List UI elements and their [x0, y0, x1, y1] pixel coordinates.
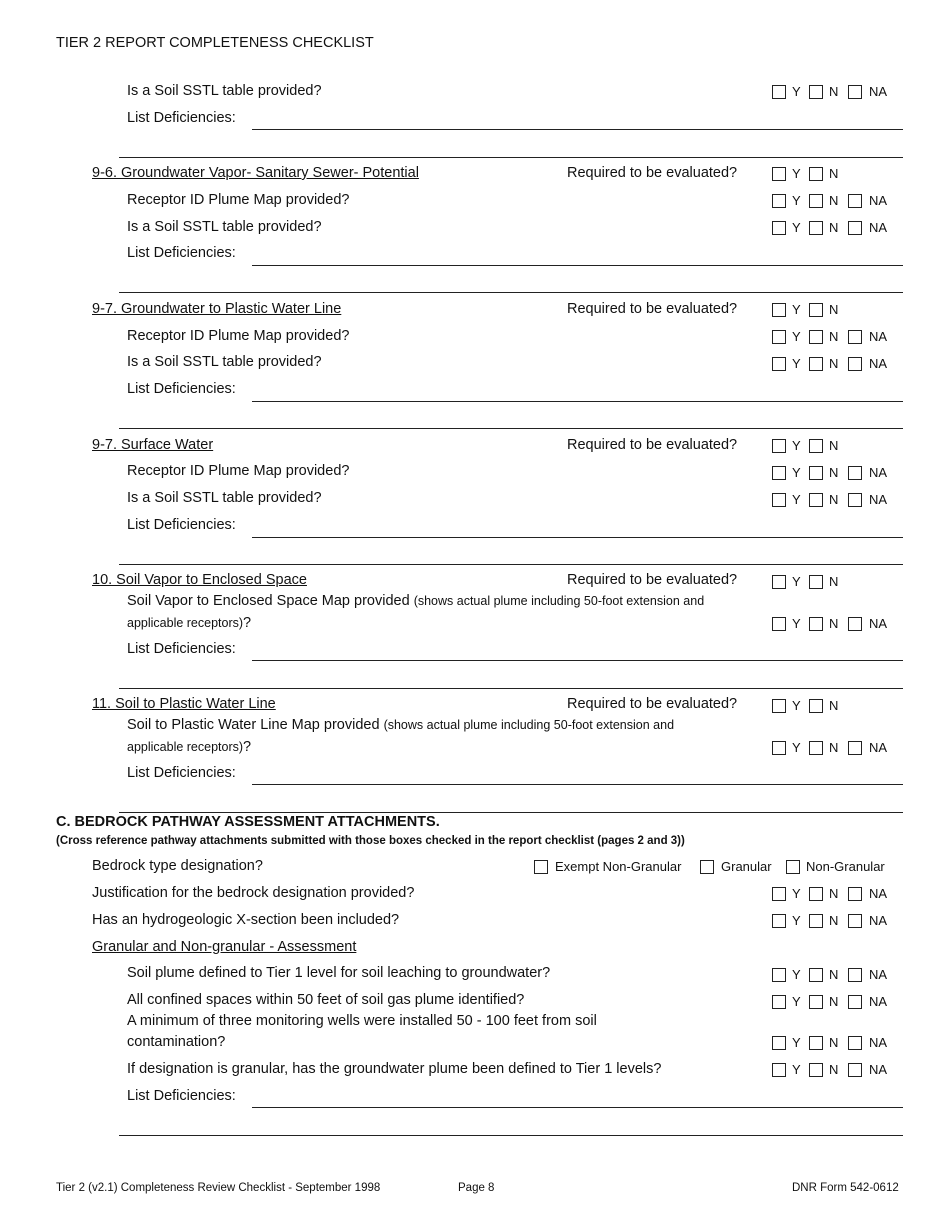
- checkbox-n[interactable]: [809, 194, 823, 208]
- question-monitoring-wells-line2: contamination?: [127, 1034, 226, 1050]
- checkbox-n[interactable]: [809, 741, 823, 755]
- checkbox-na[interactable]: [848, 221, 862, 235]
- label-y: Y: [792, 616, 801, 631]
- checkbox-na[interactable]: [848, 995, 862, 1009]
- checkbox-n[interactable]: [809, 466, 823, 480]
- required-label: Required to be evaluated?: [567, 437, 738, 453]
- question-soil-sstl: Is a Soil SSTL table provided?: [127, 490, 322, 506]
- checkbox-y[interactable]: [772, 914, 786, 928]
- label-y: Y: [792, 886, 801, 901]
- checkbox-y[interactable]: [772, 968, 786, 982]
- bedrock-subheading: (Cross reference pathway attachments submitted with those boxes checked in the report checklist (pages 2 and 3)): [56, 835, 685, 847]
- checkbox-na[interactable]: [848, 1063, 862, 1077]
- label-y: Y: [792, 302, 801, 317]
- label-y: Y: [792, 220, 801, 235]
- assessment-title: Granular and Non-granular - Assessment: [92, 939, 357, 955]
- deficiency-line[interactable]: [252, 660, 903, 661]
- checkbox-n[interactable]: [809, 995, 823, 1009]
- checkbox-n[interactable]: [809, 1063, 823, 1077]
- list-deficiencies-label: List Deficiencies:: [127, 245, 236, 261]
- section-title-9-7-surface: 9-7. Surface Water: [92, 437, 214, 453]
- question-soil-plume: Soil plume defined to Tier 1 level for soil leaching to groundwater?: [127, 965, 551, 981]
- checkbox-y[interactable]: [772, 167, 786, 181]
- label-n: N: [829, 438, 839, 453]
- checkbox-n[interactable]: [809, 167, 823, 181]
- deficiency-line[interactable]: [252, 401, 903, 402]
- checkbox-exempt-non-granular[interactable]: [534, 860, 548, 874]
- question-plastic-line-map: [127, 717, 674, 733]
- checkbox-na[interactable]: [848, 887, 862, 901]
- required-label: Required to be evaluated?: [567, 165, 738, 181]
- deficiency-line[interactable]: [252, 129, 903, 130]
- question-enclosed-space-map: [127, 593, 704, 609]
- checkbox-y[interactable]: [772, 303, 786, 317]
- label-n: N: [829, 220, 839, 235]
- checkbox-y[interactable]: [772, 1036, 786, 1050]
- label-na: NA: [869, 913, 888, 928]
- checkbox-n[interactable]: [809, 1036, 823, 1050]
- checkbox-y[interactable]: [772, 221, 786, 235]
- label-y: Y: [792, 698, 801, 713]
- section-title-10: 10. Soil Vapor to Enclosed Space: [92, 572, 307, 588]
- section-title-9-6: 9-6. Groundwater Vapor- Sanitary Sewer- Potential: [92, 165, 419, 181]
- question-bedrock-type: Bedrock type designation?: [92, 858, 263, 874]
- label-n: N: [829, 1062, 839, 1077]
- checkbox-n[interactable]: [809, 968, 823, 982]
- question-note-continued: [127, 614, 251, 632]
- deficiency-line-2[interactable]: [119, 428, 903, 429]
- question-note: (shows actual plume including 50-foot extension and: [413, 594, 705, 608]
- label-non-granular: Non-Granular: [806, 859, 885, 874]
- checkbox-y[interactable]: [772, 466, 786, 480]
- label-n: N: [829, 886, 839, 901]
- question-justification: Justification for the bedrock designation provided?: [92, 885, 415, 901]
- checkbox-n[interactable]: [809, 439, 823, 453]
- label-y: Y: [792, 1035, 801, 1050]
- checkbox-na[interactable]: [848, 466, 862, 480]
- label-y: Y: [792, 84, 801, 99]
- checkbox-na[interactable]: [848, 1036, 862, 1050]
- label-na: NA: [869, 193, 888, 208]
- required-label: Required to be evaluated?: [567, 572, 738, 588]
- checkbox-y[interactable]: [772, 995, 786, 1009]
- label-na: NA: [869, 1035, 888, 1050]
- deficiency-line-2[interactable]: [119, 812, 903, 813]
- checkbox-y[interactable]: [772, 575, 786, 589]
- label-n: N: [829, 616, 839, 631]
- checkbox-y[interactable]: [772, 1063, 786, 1077]
- label-y: Y: [792, 1062, 801, 1077]
- label-y: Y: [792, 329, 801, 344]
- deficiency-line[interactable]: [252, 784, 903, 785]
- checkbox-na[interactable]: [848, 194, 862, 208]
- checkbox-n[interactable]: [809, 357, 823, 371]
- question-main: Soil Vapor to Enclosed Space Map provided: [127, 593, 410, 609]
- checkbox-n[interactable]: [809, 887, 823, 901]
- checkbox-na[interactable]: [848, 493, 862, 507]
- question-soil-sstl: Is a Soil SSTL table provided?: [127, 83, 322, 99]
- label-y: Y: [792, 193, 801, 208]
- question-mark: ?: [243, 615, 252, 631]
- checkbox-granular[interactable]: [700, 860, 714, 874]
- checkbox-y[interactable]: [772, 699, 786, 713]
- label-na: NA: [869, 492, 888, 507]
- list-deficiencies-label: List Deficiencies:: [127, 765, 236, 781]
- label-na: NA: [869, 465, 888, 480]
- label-y: Y: [792, 356, 801, 371]
- deficiency-line-2[interactable]: [119, 688, 903, 689]
- label-y: Y: [792, 574, 801, 589]
- question-note-continued: [127, 738, 251, 756]
- label-n: N: [829, 329, 839, 344]
- question-main: Soil to Plastic Water Line Map provided: [127, 717, 380, 733]
- question-plume-map: Receptor ID Plume Map provided?: [127, 192, 350, 208]
- deficiency-line-2[interactable]: [119, 564, 903, 565]
- label-n: N: [829, 492, 839, 507]
- label-n: N: [829, 698, 839, 713]
- label-na: NA: [869, 616, 888, 631]
- label-n: N: [829, 574, 839, 589]
- deficiency-line-2[interactable]: [119, 1135, 903, 1136]
- label-na: NA: [869, 329, 888, 344]
- label-y: Y: [792, 913, 801, 928]
- checkbox-y[interactable]: [772, 617, 786, 631]
- checkbox-na[interactable]: [848, 357, 862, 371]
- question-groundwater-plume: If designation is granular, has the groundwater plume been defined to Tier 1 levels?: [127, 1061, 662, 1077]
- question-note: (shows actual plume including 50-foot extension and: [383, 718, 675, 732]
- label-n: N: [829, 994, 839, 1009]
- checkbox-na[interactable]: [848, 85, 862, 99]
- label-y: Y: [792, 166, 801, 181]
- checkbox-y[interactable]: [772, 85, 786, 99]
- label-y: Y: [792, 465, 801, 480]
- label-n: N: [829, 913, 839, 928]
- checkbox-n[interactable]: [809, 914, 823, 928]
- checkbox-n[interactable]: [809, 221, 823, 235]
- checkbox-na[interactable]: [848, 914, 862, 928]
- label-granular: Granular: [721, 859, 772, 874]
- label-n: N: [829, 465, 839, 480]
- question-note-2: applicable receptors): [127, 740, 244, 754]
- deficiency-line[interactable]: [252, 537, 903, 538]
- checkbox-y[interactable]: [772, 439, 786, 453]
- list-deficiencies-label: List Deficiencies:: [127, 110, 236, 126]
- question-soil-sstl: Is a Soil SSTL table provided?: [127, 219, 322, 235]
- footer-form-number: DNR Form 542-0612: [792, 1182, 899, 1194]
- question-note-2: applicable receptors): [127, 616, 244, 630]
- checkbox-na[interactable]: [848, 617, 862, 631]
- page-header-title: TIER 2 REPORT COMPLETENESS CHECKLIST: [56, 35, 374, 51]
- label-na: NA: [869, 356, 888, 371]
- label-n: N: [829, 193, 839, 208]
- label-na: NA: [869, 1062, 888, 1077]
- checkbox-y[interactable]: [772, 357, 786, 371]
- list-deficiencies-label: List Deficiencies:: [127, 517, 236, 533]
- checkbox-n[interactable]: [809, 303, 823, 317]
- question-plume-map: Receptor ID Plume Map provided?: [127, 328, 350, 344]
- label-n: N: [829, 967, 839, 982]
- checkbox-y[interactable]: [772, 887, 786, 901]
- checkbox-y[interactable]: [772, 330, 786, 344]
- label-y: Y: [792, 740, 801, 755]
- label-n: N: [829, 84, 839, 99]
- label-na: NA: [869, 220, 888, 235]
- checkbox-y[interactable]: [772, 493, 786, 507]
- question-confined-spaces: All confined spaces within 50 feet of soil gas plume identified?: [127, 992, 525, 1008]
- bedrock-heading: C. BEDROCK PATHWAY ASSESSMENT ATTACHMENTS.: [56, 814, 440, 830]
- deficiency-line[interactable]: [252, 265, 903, 266]
- required-label: Required to be evaluated?: [567, 696, 738, 712]
- checkbox-na[interactable]: [848, 741, 862, 755]
- label-exempt-non-granular: Exempt Non-Granular: [555, 859, 682, 874]
- required-label: Required to be evaluated?: [567, 301, 738, 317]
- section-title-9-7-plastic: 9-7. Groundwater to Plastic Water Line: [92, 301, 342, 317]
- list-deficiencies-label: List Deficiencies:: [127, 381, 236, 397]
- label-y: Y: [792, 994, 801, 1009]
- footer-page-number: Page 8: [458, 1182, 495, 1194]
- checkbox-n[interactable]: [809, 575, 823, 589]
- deficiency-line-2[interactable]: [119, 157, 903, 158]
- section-title-11: 11. Soil to Plastic Water Line: [92, 696, 276, 712]
- label-na: NA: [869, 994, 888, 1009]
- checkbox-na[interactable]: [848, 330, 862, 344]
- label-n: N: [829, 356, 839, 371]
- label-y: Y: [792, 967, 801, 982]
- question-plume-map: Receptor ID Plume Map provided?: [127, 463, 350, 479]
- question-monitoring-wells-line1: A minimum of three monitoring wells were installed 50 - 100 feet from soil: [127, 1013, 597, 1029]
- question-mark: ?: [243, 739, 252, 755]
- deficiency-line[interactable]: [252, 1107, 903, 1108]
- checkbox-n[interactable]: [809, 617, 823, 631]
- list-deficiencies-label: List Deficiencies:: [127, 1088, 236, 1104]
- checkbox-n[interactable]: [809, 330, 823, 344]
- checkbox-n[interactable]: [809, 493, 823, 507]
- checkbox-n[interactable]: [809, 85, 823, 99]
- label-na: NA: [869, 740, 888, 755]
- label-na: NA: [869, 886, 888, 901]
- label-n: N: [829, 1035, 839, 1050]
- checkbox-non-granular[interactable]: [786, 860, 800, 874]
- list-deficiencies-label: List Deficiencies:: [127, 641, 236, 657]
- checkbox-y[interactable]: [772, 194, 786, 208]
- label-na: NA: [869, 967, 888, 982]
- label-na: NA: [869, 84, 888, 99]
- label-y: Y: [792, 492, 801, 507]
- question-soil-sstl: Is a Soil SSTL table provided?: [127, 354, 322, 370]
- deficiency-line-2[interactable]: [119, 292, 903, 293]
- footer-form-title: Tier 2 (v2.1) Completeness Review Checklist - September 1998: [56, 1182, 381, 1194]
- question-x-section: Has an hydrogeologic X-section been included?: [92, 912, 400, 928]
- label-n: N: [829, 740, 839, 755]
- label-n: N: [829, 302, 839, 317]
- label-y: Y: [792, 438, 801, 453]
- checkbox-y[interactable]: [772, 741, 786, 755]
- label-n: N: [829, 166, 839, 181]
- checkbox-n[interactable]: [809, 699, 823, 713]
- checkbox-na[interactable]: [848, 968, 862, 982]
